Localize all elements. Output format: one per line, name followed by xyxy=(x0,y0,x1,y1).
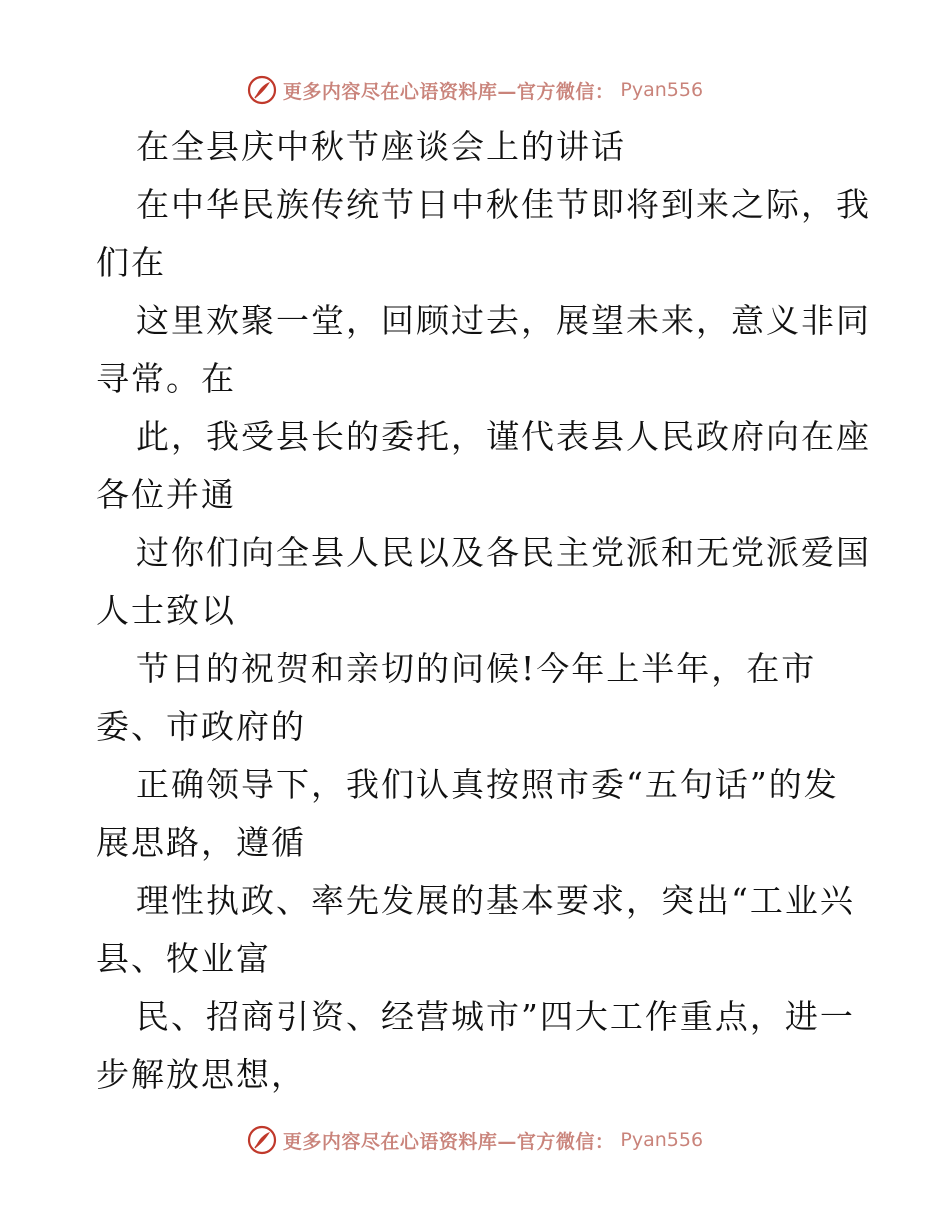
text-line: 过你们向全县人民以及各民主党派和无党派爱国 xyxy=(136,533,871,572)
text-line: 展思路，遵循 xyxy=(96,823,306,862)
watermark-contact: Pyan556 xyxy=(620,79,704,101)
text-line: 寻常。在 xyxy=(96,359,236,398)
text-line: 人士致以 xyxy=(96,591,236,630)
text-line: 节日的祝贺和亲切的问候!今年上半年，在市 xyxy=(136,649,817,688)
quill-logo-icon xyxy=(247,75,277,105)
text-line: 在中华民族传统节日中秋佳节即将到来之际，我 xyxy=(136,185,871,224)
text-line: 正确领导下，我们认真按照市委“五句话”的发 xyxy=(136,765,839,804)
text-line: 们在 xyxy=(96,243,166,282)
document-body xyxy=(96,118,871,1104)
watermark-contact: Pyan556 xyxy=(620,1129,704,1151)
text-line: 委、市政府的 xyxy=(96,707,306,746)
text-line: 理性执政、率先发展的基本要求，突出“工业兴 xyxy=(136,881,855,920)
watermark-text: 更多内容尽在心语资料库—官方微信： xyxy=(282,80,615,103)
footer-watermark xyxy=(0,1122,950,1158)
header-watermark xyxy=(0,72,950,108)
text-line: 这里欢聚一堂，回顾过去，展望未来，意义非同 xyxy=(136,301,871,340)
watermark-text: 更多内容尽在心语资料库—官方微信： xyxy=(282,1130,615,1153)
text-line: 此，我受县长的委托，谨代表县人民政府向在座 xyxy=(136,417,871,456)
text-line: 各位并通 xyxy=(96,475,236,514)
text-line: 步解放思想， xyxy=(96,1055,306,1094)
document-title: 在全县庆中秋节座谈会上的讲话 xyxy=(136,127,626,166)
text-line: 民、招商引资、经营城市”四大工作重点，进一 xyxy=(136,997,855,1036)
text-line: 县、牧业富 xyxy=(96,939,271,978)
quill-logo-icon xyxy=(247,1125,277,1155)
